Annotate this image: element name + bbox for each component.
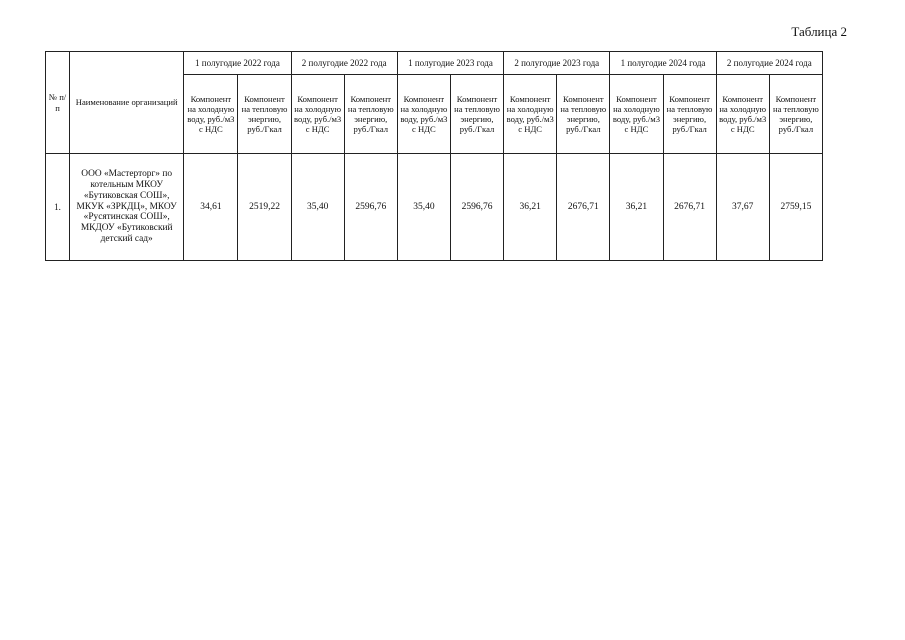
value-cell: 36,21 <box>610 154 663 261</box>
header-component-cold-water: Компонент на холодную воду, руб./м3 с НДС <box>291 75 344 154</box>
tariff-table <box>45 51 823 261</box>
value-cell: 2676,71 <box>663 154 716 261</box>
header-organization-name: Наименование организаций <box>70 52 184 154</box>
header-component-heat: Компонент на тепловую энергию, руб./Гкал <box>769 75 822 154</box>
value-cell: 2596,76 <box>450 154 503 261</box>
header-period: 1 полугодие 2024 года <box>610 52 716 75</box>
header-period: 2 полугодие 2024 года <box>716 52 822 75</box>
header-component-cold-water: Компонент на холодную воду, руб./м3 с НДС <box>397 75 450 154</box>
table-caption: Таблица 2 <box>791 24 847 39</box>
header-component-cold-water: Компонент на холодную воду, руб./м3 с НДС <box>504 75 557 154</box>
header-period: 1 полугодие 2022 года <box>184 52 291 75</box>
header-component-cold-water: Компонент на холодную воду, руб./м3 с НДС <box>610 75 663 154</box>
header-period: 1 полугодие 2023 года <box>397 52 503 75</box>
header-row-number: № п/п <box>46 52 70 154</box>
value-cell: 2519,22 <box>238 154 291 261</box>
header-row-periods <box>46 52 823 75</box>
header-period: 2 полугодие 2022 года <box>291 52 397 75</box>
value-cell: 34,61 <box>184 154 238 261</box>
row-number: 1. <box>46 154 70 261</box>
header-component-cold-water: Компонент на холодную воду, руб./м3 с НДС <box>716 75 769 154</box>
header-component-heat: Компонент на тепловую энергию, руб./Гкал <box>344 75 397 154</box>
value-cell: 35,40 <box>397 154 450 261</box>
value-cell: 2596,76 <box>344 154 397 261</box>
value-cell: 35,40 <box>291 154 344 261</box>
value-cell: 37,67 <box>716 154 769 261</box>
header-component-heat: Компонент на тепловую энергию, руб./Гкал <box>663 75 716 154</box>
value-cell: 2676,71 <box>557 154 610 261</box>
header-period: 2 полугодие 2023 года <box>504 52 610 75</box>
header-component-cold-water: Компонент на холодную воду, руб./м3 с НДС <box>184 75 238 154</box>
header-component-heat: Компонент на тепловую энергию, руб./Гкал <box>238 75 291 154</box>
value-cell: 2759,15 <box>769 154 822 261</box>
organization-name: ООО «Мастерторг» по котельным МКОУ «Бутиковская СОШ», МКУК «ЗРКДЦ», МКОУ «Русятинская СОШ», МКДОУ «Бутиковский детский сад» <box>70 154 184 261</box>
value-cell: 36,21 <box>504 154 557 261</box>
table-row <box>46 154 823 261</box>
header-component-heat: Компонент на тепловую энергию, руб./Гкал <box>557 75 610 154</box>
header-component-heat: Компонент на тепловую энергию, руб./Гкал <box>450 75 503 154</box>
